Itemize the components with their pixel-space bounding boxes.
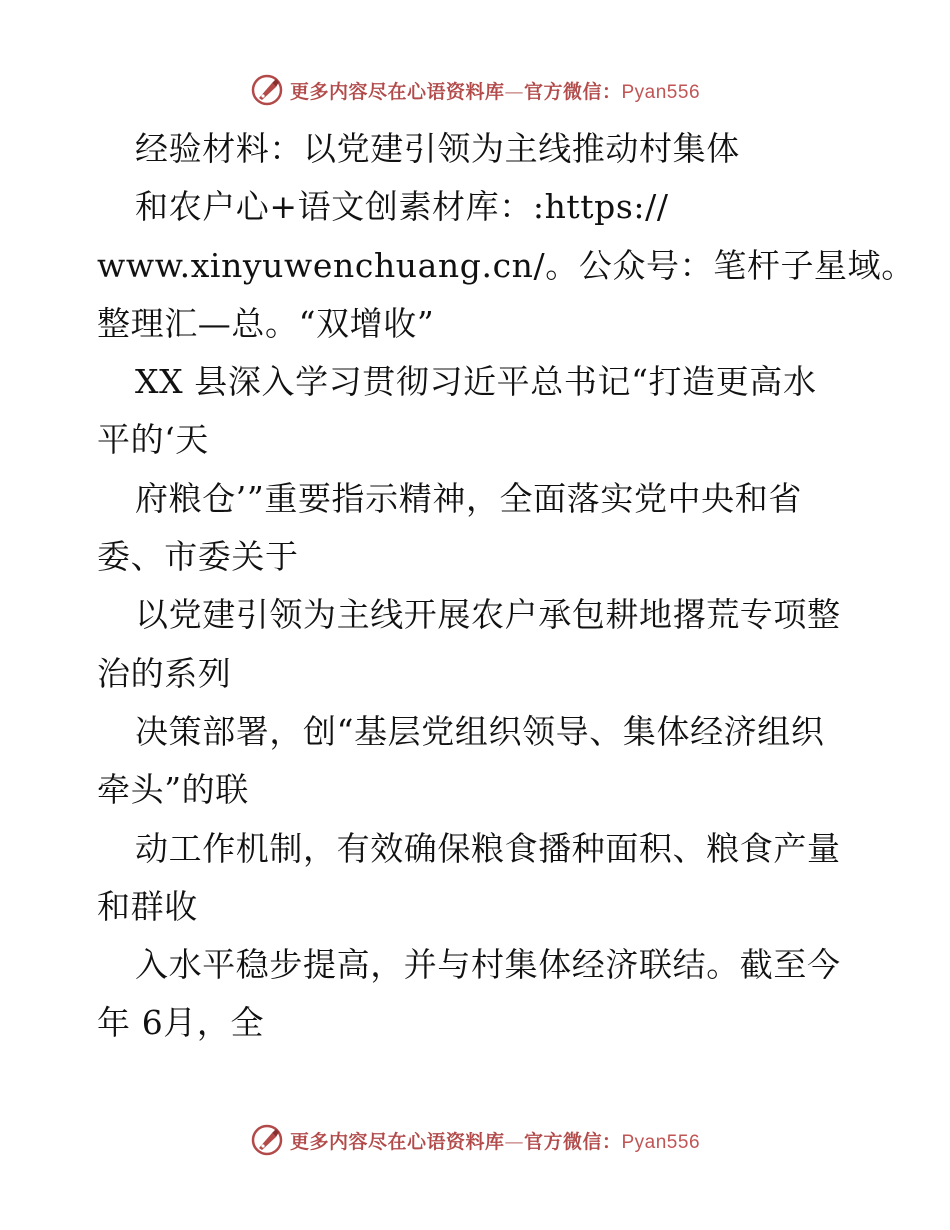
text-line: 入水平稳步提高，并与村集体经济联结。截至今 [135,945,841,985]
text-line: 决策部署，创“基层党组织领导、集体经济组织 [135,711,825,751]
text-line: 牵头”的联 [97,770,249,810]
pen-nib-icon [250,1123,284,1157]
text-line: XX 县深入学习贯彻习近平总书记“打造更高水 [135,362,817,402]
banner-text: 更多内容尽在心语资料库—官方微信：Pyan556 [289,80,701,103]
text-line: 年 6月，全 [97,1003,265,1043]
text-line: 经验材料：以党建引领为主线推动村集体 [135,129,740,168]
text-line: 治的系列 [97,653,232,693]
pen-nib-icon [250,73,284,107]
document-body [97,120,915,1053]
header-banner [0,70,950,110]
banner-text: 更多内容尽在心语资料库—官方微信：Pyan556 [289,1130,701,1153]
footer-banner [0,1120,950,1160]
text-line: 平的‘天 [97,420,209,460]
text-line: 整理汇—总。“双增收” [97,303,435,343]
text-line: 和农户心+语文创素材库：:https:// [135,187,669,227]
text-line: 和群收 [97,886,198,926]
text-line: 府粮仓’”重要指示精神，全面落实党中央和省 [135,478,802,518]
text-line: 以党建引领为主线开展农户承包耕地撂荒专项整 [135,595,841,635]
text-line: 委、市委关于 [97,537,299,577]
text-line: www.xinyuwenchuang.cn/。公众号：笔杆子星域。 [97,245,915,285]
text-line: 动工作机制，有效确保粮食播种面积、粮食产量 [135,828,841,868]
